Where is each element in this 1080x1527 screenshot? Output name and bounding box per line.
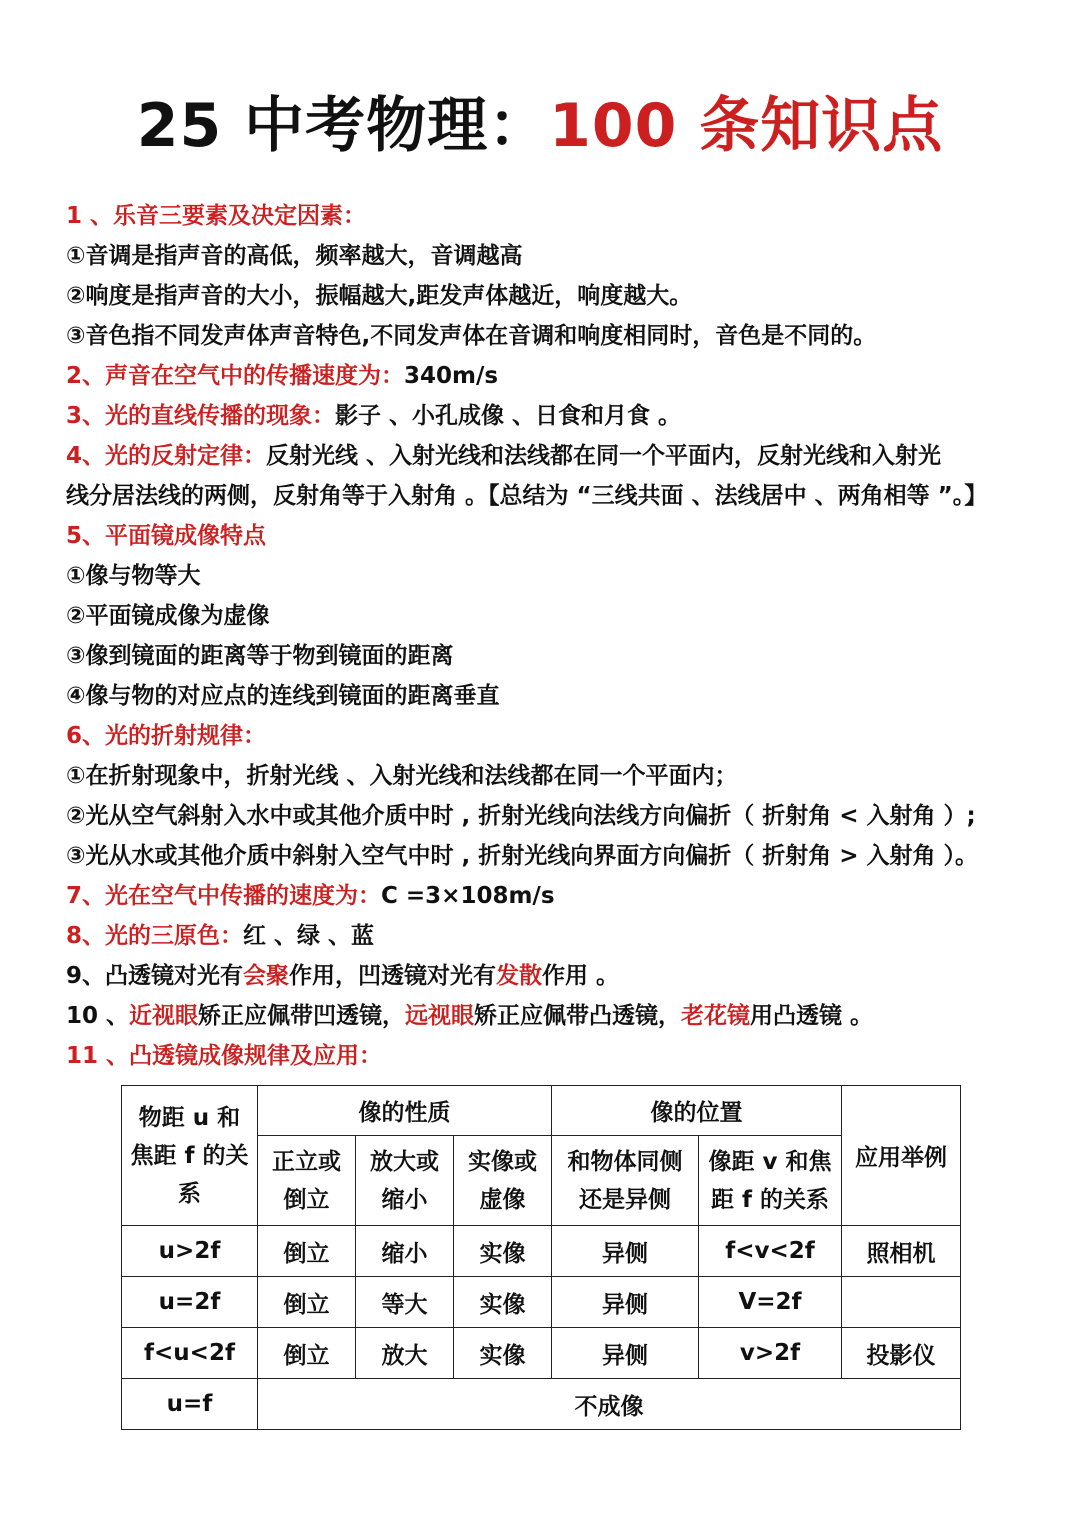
header-image-position: 像的位置: [552, 1086, 842, 1136]
header-application: 应用举例: [842, 1086, 961, 1226]
title-highlight: 100 条知识点: [549, 91, 944, 161]
cell-real: 实像: [454, 1226, 552, 1277]
item-1-heading: 1 、乐音三要素及决定因素：: [66, 203, 367, 229]
header-image-nature: 像的性质: [258, 1086, 552, 1136]
item-1-point-a: ①音调是指声音的高低，频率越大，音调越高: [66, 243, 523, 269]
item-4-text-continued: 线分居法线的两侧，反射角等于入射角 。【总结为 “三线共面 、法线居中 、两角相等 ”。】: [66, 483, 988, 509]
cell-u: u=2f: [122, 1277, 258, 1328]
item-2-heading: 2、声音在空气中的传播速度为：: [66, 363, 405, 389]
item-6-point-c: ③光从水或其他介质中斜射入空气中时 , 折射光线向界面方向偏折（ 折射角 > 入射角 ）。: [66, 843, 979, 869]
item-9-part: 9、凸透镜对光有: [66, 963, 244, 989]
item-1-point-b: ②响度是指声音的大小，振幅越大,距发声体越近，响度越大。: [66, 283, 693, 309]
item-10-part: 用凸透镜 。: [750, 1003, 874, 1029]
table-row: [122, 1226, 961, 1277]
header-relation: [122, 1086, 258, 1226]
cell-v: V=2f: [699, 1277, 842, 1328]
subheader-distance: [699, 1136, 842, 1226]
item-2-text: 340m/s: [404, 363, 499, 389]
item-9: [66, 956, 1026, 996]
item-5-point-b: ②平面镜成像为虚像: [66, 603, 270, 629]
item-9-keyword-diverge: 发散: [496, 963, 543, 989]
item-10-keyword-hyperopia: 远视眼: [405, 1003, 475, 1029]
item-8-text: 红 、绿 、蓝: [243, 923, 375, 949]
cell-upright: 倒立: [258, 1277, 356, 1328]
subheader-real: [454, 1136, 552, 1226]
item-11-heading: 11 、凸透镜成像规律及应用：: [66, 1043, 383, 1069]
item-9-part: 作用 。: [542, 963, 620, 989]
cell-size: 放大: [356, 1328, 454, 1379]
cell-u: u>2f: [122, 1226, 258, 1277]
table-row: [122, 1328, 961, 1379]
subheader-size-text: 放大或缩小: [370, 1148, 439, 1213]
item-3-text: 影子 、小孔成像 、日食和月食 。: [335, 403, 682, 429]
cell-real: 实像: [454, 1277, 552, 1328]
subheader-side-text: 和物体同侧还是异侧: [567, 1148, 683, 1213]
subheader-real-text: 实像或虚像: [468, 1148, 537, 1213]
item-5-point-c: ③像到镜面的距离等于物到镜面的距离: [66, 643, 454, 669]
item-6-point-b: ②光从空气斜射入水中或其他介质中时 , 折射光线向法线方向偏折（ 折射角 < 入射角 ）;: [66, 803, 976, 829]
knowledge-list: [66, 196, 1026, 1076]
cell-u: u=f: [122, 1379, 258, 1430]
cell-side: 异侧: [552, 1328, 699, 1379]
cell-v: v>2f: [699, 1328, 842, 1379]
item-5-point-d: ④像与物的对应点的连线到镜面的距离垂直: [66, 683, 500, 709]
subheader-size: [356, 1136, 454, 1226]
item-9-part: 作用，凹透镜对光有: [289, 963, 497, 989]
item-4-heading: 4、光的反射定律：: [66, 443, 267, 469]
item-9-keyword-converge: 会聚: [243, 963, 290, 989]
item-10: [66, 996, 1026, 1036]
cell-u: f<u<2f: [122, 1328, 258, 1379]
item-6-point-a: ①在折射现象中，折射光线 、入射光线和法线都在同一个平面内；: [66, 763, 738, 789]
cell-size: 缩小: [356, 1226, 454, 1277]
cell-side: 异侧: [552, 1277, 699, 1328]
cell-side: 异侧: [552, 1226, 699, 1277]
item-10-part: 矫正应佩带凹透镜，: [198, 1003, 406, 1029]
item-8-heading: 8、光的三原色：: [66, 923, 244, 949]
cell-real: 实像: [454, 1328, 552, 1379]
item-7-text: C =3×108m/s: [381, 883, 555, 909]
header-relation-text: 物距 u 和焦距 f 的关系: [130, 1104, 249, 1207]
convex-lens-table-wrapper: [121, 1085, 960, 1430]
subheader-side: [552, 1136, 699, 1226]
item-10-keyword-myopia: 近视眼: [129, 1003, 199, 1029]
cell-application: 投影仪: [842, 1328, 961, 1379]
item-2: [66, 356, 1026, 396]
item-3: [66, 396, 1026, 436]
cell-no-image: 不成像: [258, 1379, 961, 1430]
table-row-last: [122, 1379, 961, 1430]
title-prefix: 25 中考物理：: [136, 91, 550, 161]
item-5-heading: 5、平面镜成像特点: [66, 523, 267, 549]
item-10-keyword-presbyopia: 老花镜: [681, 1003, 751, 1029]
cell-upright: 倒立: [258, 1226, 356, 1277]
table-header-row: [122, 1086, 961, 1136]
subheader-distance-text: 像距 v 和焦距 f 的关系: [708, 1148, 832, 1213]
item-8: [66, 916, 1026, 956]
cell-v: f<v<2f: [699, 1226, 842, 1277]
page-title: [0, 88, 1080, 164]
item-4: [66, 436, 1026, 476]
subheader-upright-text: 正立或倒立: [272, 1148, 341, 1213]
item-7: [66, 876, 1026, 916]
cell-application: 照相机: [842, 1226, 961, 1277]
table-row: [122, 1277, 961, 1328]
item-7-heading: 7、光在空气中传播的速度为：: [66, 883, 382, 909]
cell-application: [842, 1277, 961, 1328]
item-4-text: 反射光线 、入射光线和法线都在同一个平面内，反射光线和入射光: [266, 443, 942, 469]
subheader-upright: [258, 1136, 356, 1226]
convex-lens-table: [121, 1085, 961, 1430]
item-10-part: 10 、: [66, 1003, 130, 1029]
item-1-point-c: ③音色指不同发声体声音特色,不同发声体在音调和响度相同时，音色是不同的。: [66, 323, 877, 349]
item-5-point-a: ①像与物等大: [66, 563, 201, 589]
item-10-part: 矫正应佩带凸透镜，: [474, 1003, 682, 1029]
item-6-heading: 6、光的折射规律：: [66, 723, 267, 749]
item-3-heading: 3、光的直线传播的现象：: [66, 403, 336, 429]
cell-upright: 倒立: [258, 1328, 356, 1379]
cell-size: 等大: [356, 1277, 454, 1328]
